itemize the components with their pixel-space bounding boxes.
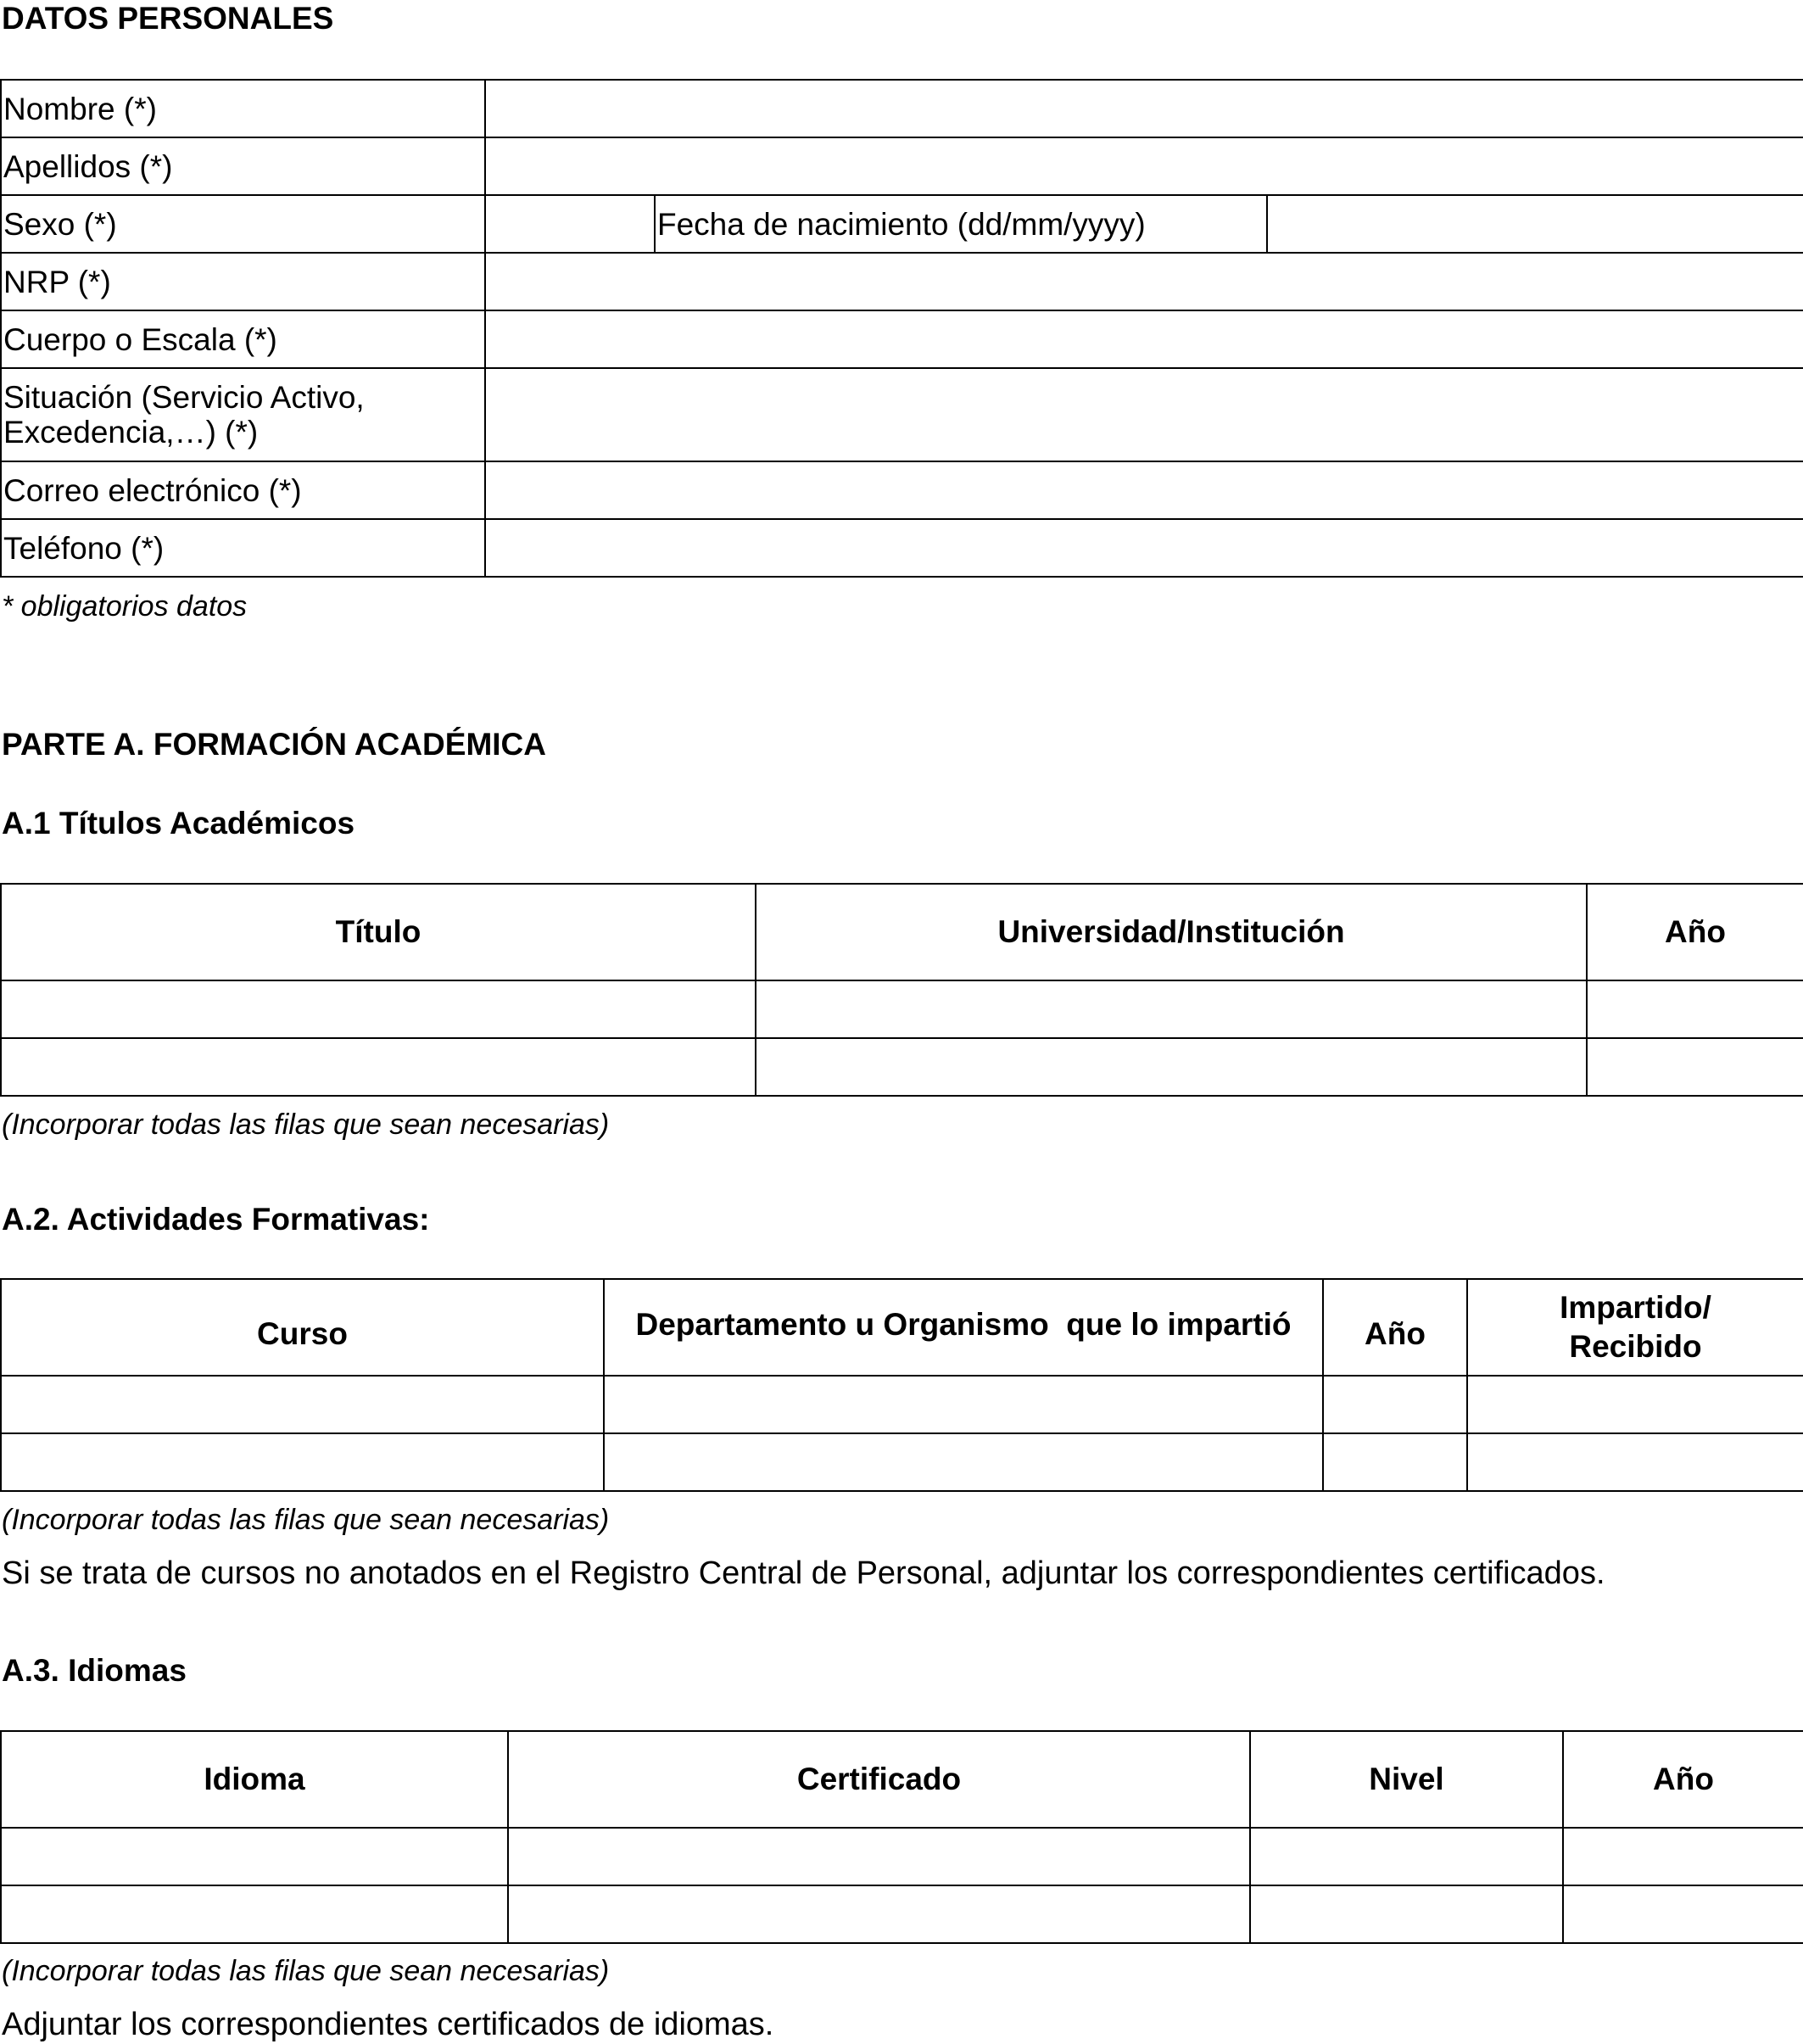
table-row <box>1 1038 1803 1096</box>
col-impartido-recibido <box>1467 1279 1803 1376</box>
idioma-cell[interactable] <box>1 1885 508 1943</box>
label-situacion <box>1 368 485 461</box>
cuerpo-escala-field[interactable] <box>485 310 1803 368</box>
certificado-cell[interactable] <box>508 1885 1250 1943</box>
nrp-field[interactable] <box>485 253 1803 310</box>
nombre-field[interactable] <box>485 80 1803 137</box>
idioma-cell[interactable] <box>1 1828 508 1885</box>
anio-cell[interactable] <box>1323 1433 1467 1491</box>
label-apellidos: Apellidos (*) <box>1 137 485 195</box>
row-telefono <box>1 519 1803 577</box>
personal-data-heading: DATOS PERSONALES <box>2 1 334 36</box>
apellidos-field[interactable] <box>485 137 1803 195</box>
idiomas-table <box>0 1730 1803 1944</box>
col-anio: Año <box>1563 1731 1803 1828</box>
col-anio: Año <box>1323 1279 1467 1376</box>
idiomas-header-row <box>1 1731 1803 1828</box>
fecha-nacimiento-field[interactable] <box>1267 195 1803 253</box>
nivel-cell[interactable] <box>1250 1828 1563 1885</box>
label-nrp: NRP (*) <box>1 253 485 310</box>
actividades-table <box>0 1278 1803 1492</box>
col-impartido-line1: Impartido/ <box>1560 1290 1711 1325</box>
titulos-heading: A.1 Títulos Académicos <box>2 806 355 840</box>
idiomas-heading: A.3. Idiomas <box>2 1653 187 1688</box>
table-row <box>1 1885 1803 1943</box>
col-idioma: Idioma <box>1 1731 508 1828</box>
row-apellidos <box>1 137 1803 195</box>
row-cuerpo <box>1 310 1803 368</box>
actividades-note: (Incorporar todas las filas que sean necesarias) <box>2 1504 610 1536</box>
impartido-recibido-cell[interactable] <box>1467 1433 1803 1491</box>
departamento-cell[interactable] <box>604 1376 1323 1433</box>
row-situacion <box>1 368 1803 461</box>
label-nombre: Nombre (*) <box>1 80 485 137</box>
actividades-header-row <box>1 1279 1803 1376</box>
table-row <box>1 980 1803 1038</box>
label-situacion-line2: Excedencia,…) (*) <box>3 415 259 450</box>
label-fecha-nacimiento: Fecha de nacimiento (dd/mm/yyyy) <box>655 195 1267 253</box>
idiomas-instructions: Adjuntar los correspondientes certificados de idiomas. <box>2 2007 774 2042</box>
universidad-cell[interactable] <box>756 980 1587 1038</box>
anio-cell[interactable] <box>1563 1885 1803 1943</box>
certificado-cell[interactable] <box>508 1828 1250 1885</box>
col-anio: Año <box>1587 884 1803 980</box>
table-row <box>1 1376 1803 1433</box>
departamento-cell[interactable] <box>604 1433 1323 1491</box>
curso-cell[interactable] <box>1 1433 604 1491</box>
actividades-instructions: Si se trata de cursos no anotados en el Registro Central de Personal, adjuntar los correspondientes certificados. <box>2 1555 1605 1591</box>
label-telefono: Teléfono (*) <box>1 519 485 577</box>
label-situacion-line1: Situación (Servicio Activo, <box>3 380 365 415</box>
nivel-cell[interactable] <box>1250 1885 1563 1943</box>
personal-data-table <box>0 79 1803 578</box>
titulo-cell[interactable] <box>1 980 756 1038</box>
col-nivel: Nivel <box>1250 1731 1563 1828</box>
sexo-field[interactable] <box>485 195 655 253</box>
titulos-note: (Incorporar todas las filas que sean necesarias) <box>2 1109 610 1141</box>
label-correo: Correo electrónico (*) <box>1 461 485 519</box>
parte-a-heading: PARTE A. FORMACIÓN ACADÉMICA <box>2 727 546 762</box>
situacion-field[interactable] <box>485 368 1803 461</box>
row-nrp <box>1 253 1803 310</box>
mandatory-note: * obligatorios datos <box>2 590 248 623</box>
universidad-cell[interactable] <box>756 1038 1587 1096</box>
impartido-recibido-cell[interactable] <box>1467 1376 1803 1433</box>
anio-cell[interactable] <box>1323 1376 1467 1433</box>
col-certificado: Certificado <box>508 1731 1250 1828</box>
col-universidad: Universidad/Institución <box>756 884 1587 980</box>
table-row <box>1 1433 1803 1491</box>
anio-cell[interactable] <box>1563 1828 1803 1885</box>
idiomas-note: (Incorporar todas las filas que sean necesarias) <box>2 1955 610 1987</box>
correo-field[interactable] <box>485 461 1803 519</box>
curso-cell[interactable] <box>1 1376 604 1433</box>
label-sexo: Sexo (*) <box>1 195 485 253</box>
anio-cell[interactable] <box>1587 1038 1803 1096</box>
col-departamento: Departamento u Organismo que lo impartió <box>604 1279 1323 1376</box>
row-correo <box>1 461 1803 519</box>
col-impartido-line2: Recibido <box>1569 1329 1702 1364</box>
titulo-cell[interactable] <box>1 1038 756 1096</box>
col-titulo: Título <box>1 884 756 980</box>
col-curso: Curso <box>1 1279 604 1376</box>
label-cuerpo-escala: Cuerpo o Escala (*) <box>1 310 485 368</box>
titulos-table <box>0 883 1803 1097</box>
table-row <box>1 1828 1803 1885</box>
actividades-heading: A.2. Actividades Formativas: <box>2 1202 430 1237</box>
row-sexo-fecha <box>1 195 1803 253</box>
row-nombre <box>1 80 1803 137</box>
anio-cell[interactable] <box>1587 980 1803 1038</box>
telefono-field[interactable] <box>485 519 1803 577</box>
titulos-header-row <box>1 884 1803 980</box>
